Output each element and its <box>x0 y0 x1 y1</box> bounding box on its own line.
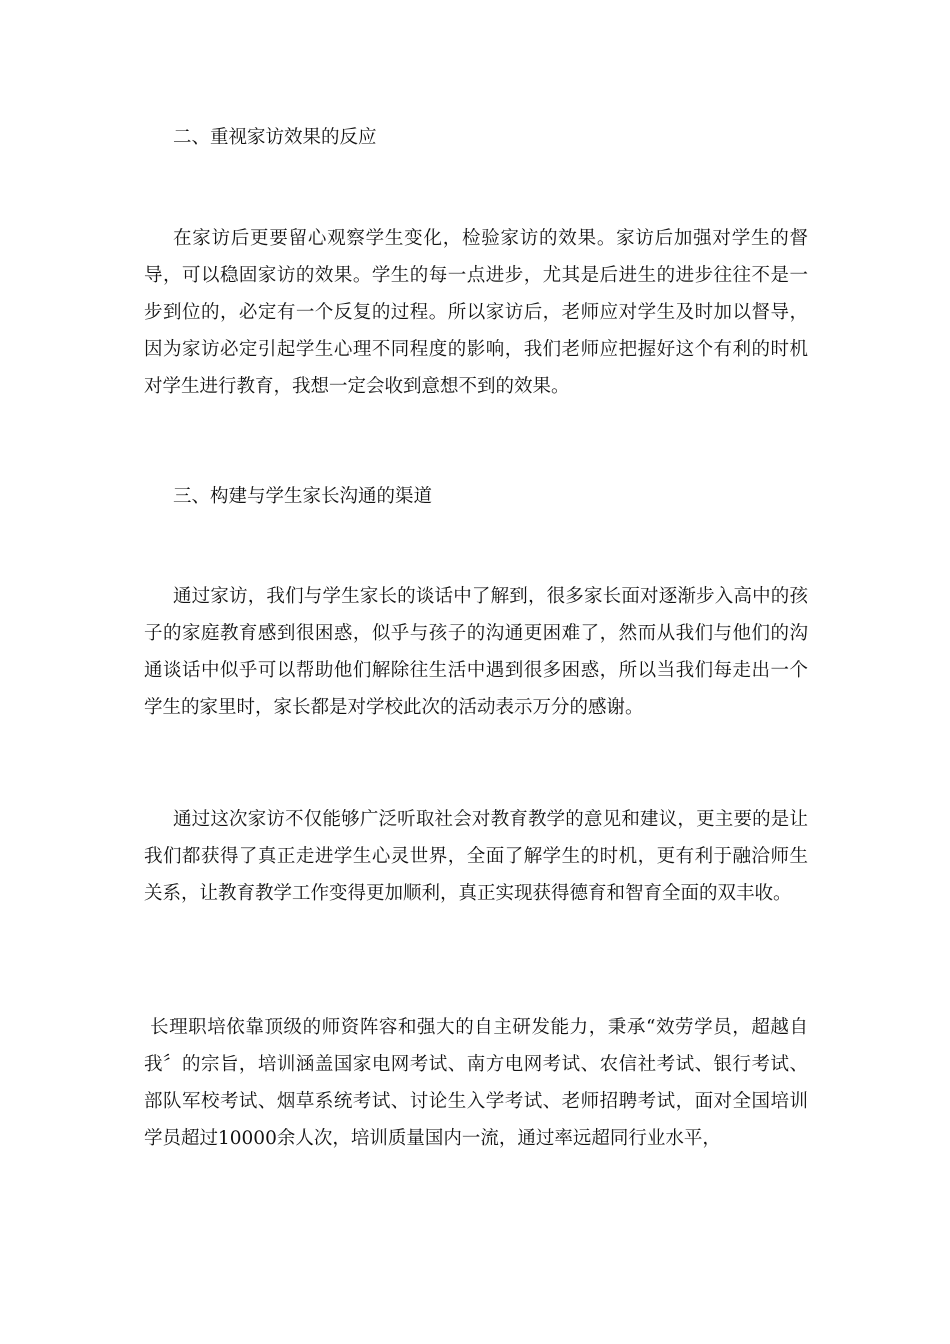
section-2-paragraph: 在家访后更要留心观察学生变化，检验家访的效果。家访后加强对学生的督导，可以稳固家访的效果。学生的每一点进步，尤其是后进生的进步往往不是一步到位的，必定有一个反复的过程。所以家访后，老师应对学生及时加以督导，因为家访必定引起学生心理不同程度的影响，我们老师应把握好这个有利的时机对学生进行教育，我想一定会收到意想不到的效果。 <box>144 228 808 397</box>
section-heading-3: 三、构建与学生家长沟通的渠道 <box>173 486 433 507</box>
promo-paragraph: 长理职培依靠顶级的师资阵容和强大的自主研发能力，秉承“效劳学员，超越自我〞的宗旨，培训涵盖国家电网考试、南方电网考试、农信社考试、银行考试、部队军校考试、烟草系统考试、讨论生入学考试、老师招聘考试，面对全国培训学员超过10000余人次，培训质量国内一流，通过率远超同行业水平， <box>144 1017 808 1149</box>
section-heading-2: 二、重视家访效果的反应 <box>173 127 377 148</box>
section-3-paragraph-2: 通过这次家访不仅能够广泛听取社会对教育教学的意见和建议，更主要的是让我们都获得了真正走进学生心灵世界，全面了解学生的时机，更有利于融洽师生关系，让教育教学工作变得更加顺利，真正实现获得德育和智育全面的双丰收。 <box>144 809 808 904</box>
section-3-paragraph-1: 通过家访，我们与学生家长的谈话中了解到，很多家长面对逐渐步入高中的孩子的家庭教育感到很困惑，似乎与孩子的沟通更困难了，然而从我们与他们的沟通谈话中似乎可以帮助他们解除往生活中遇到很多困惑，所以当我们每走出一个学生的家里时，家长都是对学校此次的活动表示万分的感谢。 <box>144 586 808 718</box>
